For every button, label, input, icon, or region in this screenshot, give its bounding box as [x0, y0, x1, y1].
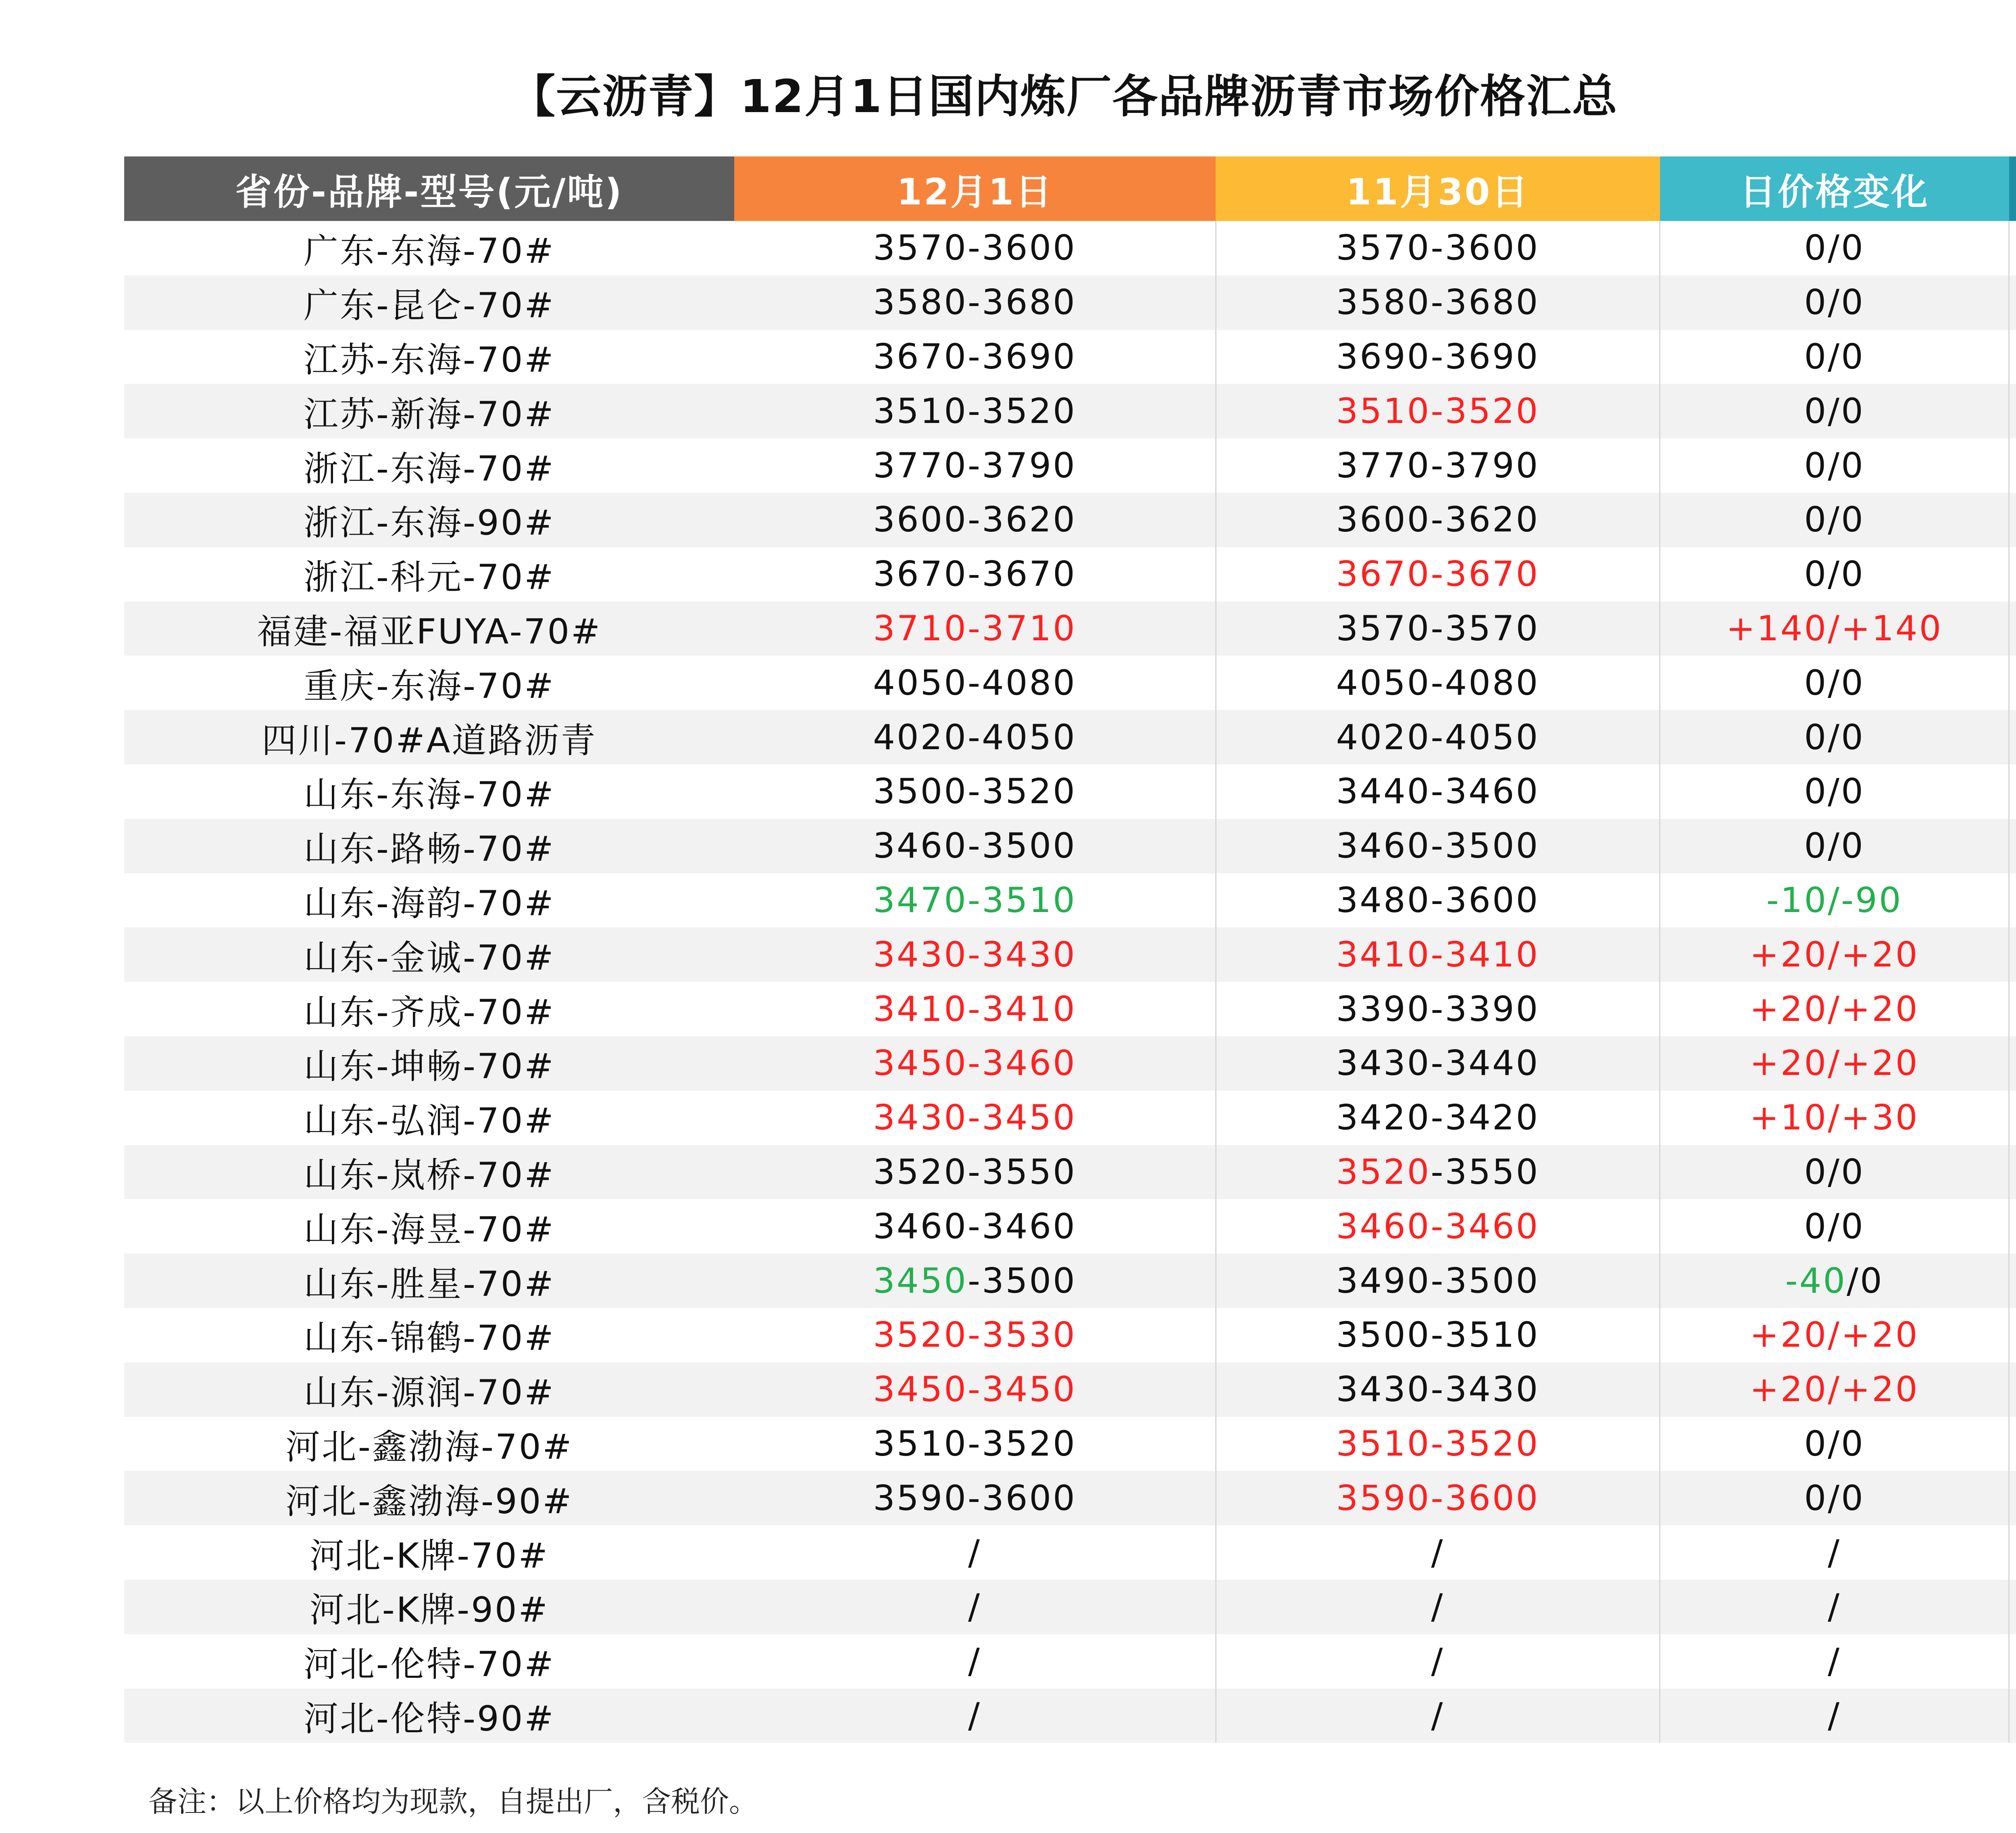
product-cell: [124, 1362, 734, 1417]
cell-text: 河北-K牌-70#: [309, 1535, 549, 1576]
cell-text: 0/0: [1804, 336, 1865, 377]
cell-text: 3500-3510: [1336, 1315, 1540, 1356]
daily-change-cell: [1660, 819, 2009, 873]
table-row: [124, 1036, 2016, 1091]
cell-text: /: [1431, 1641, 1445, 1682]
cell-text: 山东-东海-70#: [303, 775, 555, 815]
cell-text: -10/-90: [1766, 880, 1903, 921]
cell-text: 3770-3790: [873, 445, 1077, 486]
price-nov30-cell: [1216, 1199, 1660, 1254]
weekly-change-cell: [2009, 710, 2016, 764]
daily-change-cell: [1660, 982, 2009, 1036]
cell-text: 3600-3620: [873, 500, 1077, 540]
cell-text: 山东-弘润-70#: [303, 1101, 555, 1141]
price-dec1-cell: [734, 1145, 1216, 1200]
cell-text: 0/0: [1804, 554, 1865, 595]
cell-text: +20/+20: [1749, 1315, 1919, 1356]
cell-text: 3600-3620: [1336, 500, 1540, 540]
cell-text: 3420-3420: [1336, 1098, 1540, 1138]
cell-text: +20/+20: [1749, 1369, 1919, 1410]
cell-text: 3460-3460: [873, 1206, 1077, 1247]
cell-text: /: [1828, 1532, 1841, 1573]
product-cell: [124, 1471, 734, 1525]
cell-text: 3490-3500: [1336, 1260, 1540, 1301]
price-nov30-cell: [1216, 275, 1660, 330]
cell-text: 3520: [1336, 1152, 1431, 1192]
cell-text: 3520-3550: [873, 1152, 1077, 1192]
table-row: [124, 819, 2016, 873]
table-row: [124, 873, 2016, 928]
weekly-change-cell: [2009, 1525, 2016, 1580]
cell-text: /: [1431, 1587, 1445, 1627]
daily-change-cell: [1660, 710, 2009, 764]
product-cell: [124, 1417, 734, 1471]
cell-text: 3440-3460: [1336, 771, 1540, 812]
product-cell: [124, 1580, 734, 1634]
cell-text: 4020-4050: [1336, 717, 1540, 758]
cell-text: 3450-3460: [873, 1043, 1077, 1084]
table-row: [124, 1634, 2016, 1689]
cell-text: /: [1431, 1532, 1445, 1573]
cell-text: 0/0: [1804, 228, 1865, 269]
daily-change-cell: [1660, 1525, 2009, 1580]
cell-text: 山东-锦鹤-70#: [303, 1318, 555, 1359]
cell-text: 0/0: [1804, 500, 1865, 540]
product-cell: [124, 1145, 734, 1200]
cell-text: +10/+30: [1749, 1098, 1919, 1138]
price-nov30-cell: [1216, 656, 1660, 710]
cell-text: +20/+20: [1749, 1043, 1919, 1084]
cell-text: 0/0: [1804, 391, 1865, 431]
cell-text: /: [968, 1641, 981, 1682]
cell-text: 0/0: [1804, 771, 1865, 812]
cell-text: 0/0: [1804, 1206, 1865, 1247]
weekly-change-cell: [2009, 493, 2016, 547]
table-row: [124, 602, 2016, 656]
daily-change-cell: [1660, 1471, 2009, 1525]
product-cell: [124, 982, 734, 1036]
weekly-change-cell: [2009, 221, 2016, 275]
product-cell: [124, 438, 734, 493]
product-cell: [124, 1254, 734, 1308]
table-row: [124, 764, 2016, 819]
price-dec1-cell: [734, 1525, 1216, 1580]
cell-text: 3430-3440: [1336, 1043, 1540, 1084]
cell-text: /0: [1847, 1260, 1884, 1301]
cell-text: 江苏-东海-70#: [303, 340, 555, 380]
price-nov30-cell: [1216, 1471, 1660, 1525]
price-nov30-cell: [1216, 1362, 1660, 1417]
weekly-change-cell: [2009, 438, 2016, 493]
cell-text: 广东-东海-70#: [303, 231, 555, 272]
table-row: [124, 493, 2016, 547]
product-cell: [124, 819, 734, 873]
price-nov30-cell: [1216, 384, 1660, 438]
table-row: [124, 1525, 2016, 1580]
table-row: [124, 656, 2016, 710]
price-nov30-cell: [1216, 1036, 1660, 1091]
price-dec1-cell: [734, 1091, 1216, 1145]
cell-text: 3460-3460: [1336, 1206, 1540, 1247]
cell-text: /: [968, 1532, 981, 1573]
cell-text: -3550: [1431, 1152, 1540, 1192]
product-cell: [124, 764, 734, 819]
product-cell: [124, 330, 734, 384]
price-dec1-cell: [734, 873, 1216, 928]
cell-text: 3410-3410: [873, 989, 1077, 1029]
weekly-change-cell: [2009, 1471, 2016, 1525]
cell-text: 3450: [873, 1260, 968, 1301]
footnote: 备注：以上价格均为现款，自提出厂，含税价。: [148, 1785, 758, 1818]
weekly-change-cell: [2009, 1362, 2016, 1417]
product-cell: [124, 1634, 734, 1689]
product-cell: [124, 1689, 734, 1743]
cell-text: 3690-3690: [1336, 336, 1540, 377]
daily-change-cell: [1660, 1689, 2009, 1743]
price-nov30-cell: [1216, 1417, 1660, 1471]
price-dec1-cell: [734, 1199, 1216, 1254]
price-dec1-cell: [734, 764, 1216, 819]
cell-text: 3450-3450: [873, 1369, 1077, 1410]
cell-text: 3570-3600: [1336, 228, 1540, 269]
price-nov30-cell: [1216, 927, 1660, 982]
weekly-change-cell: [2009, 1580, 2016, 1634]
product-cell: [124, 1036, 734, 1091]
cell-text: 河北-伦特-70#: [303, 1644, 555, 1685]
price-nov30-cell: [1216, 547, 1660, 602]
price-dec1-cell: [734, 438, 1216, 493]
table-row: [124, 221, 2016, 275]
cell-text: 山东-海韵-70#: [303, 883, 555, 924]
cell-text: 广东-昆仑-70#: [303, 285, 555, 326]
cell-text: 0/0: [1804, 1478, 1865, 1518]
table-row: [124, 547, 2016, 602]
cell-text: +20/+20: [1749, 934, 1919, 975]
cell-text: 4050-4080: [1336, 662, 1540, 703]
cell-text: +20/+20: [1749, 989, 1919, 1029]
weekly-change-cell: [2009, 602, 2016, 656]
price-dec1-cell: [734, 1417, 1216, 1471]
table-row: [124, 1145, 2016, 1200]
daily-change-cell: [1660, 1308, 2009, 1362]
price-nov30-cell: [1216, 764, 1660, 819]
product-cell: [124, 927, 734, 982]
cell-text: 0/0: [1804, 1152, 1865, 1192]
weekly-change-cell: [2009, 1091, 2016, 1145]
daily-change-cell: [1660, 275, 2009, 330]
daily-change-cell: [1660, 764, 2009, 819]
cell-text: 河北-鑫渤海-70#: [285, 1427, 573, 1467]
table-row: [124, 330, 2016, 384]
cell-text: 浙江-东海-90#: [303, 503, 555, 544]
cell-text: 山东-源润-70#: [303, 1373, 555, 1413]
price-nov30-cell: [1216, 330, 1660, 384]
weekly-change-cell: [2009, 275, 2016, 330]
cell-text: 浙江-东海-70#: [303, 448, 555, 489]
cell-text: 山东-金诚-70#: [303, 937, 555, 978]
daily-change-cell: [1660, 221, 2009, 275]
price-dec1-cell: [734, 656, 1216, 710]
cell-text: 0/0: [1804, 445, 1865, 486]
table-row: [124, 1199, 2016, 1254]
cell-text: 山东-海昱-70#: [303, 1209, 555, 1250]
cell-text: 山东-坤畅-70#: [303, 1046, 555, 1087]
price-dec1-cell: [734, 275, 1216, 330]
table-row: [124, 1254, 2016, 1308]
table-row: [124, 1362, 2016, 1417]
cell-text: 3510-3520: [873, 391, 1077, 431]
table-row: [124, 1580, 2016, 1634]
cell-text: 山东-路畅-70#: [303, 829, 555, 870]
cell-text: 3510-3520: [1336, 1423, 1540, 1464]
price-nov30-cell: [1216, 1254, 1660, 1308]
cell-text: 3570-3570: [1336, 608, 1540, 649]
price-dec1-cell: [734, 819, 1216, 873]
column-header-province-brand: 省份-品牌-型号(元/吨): [124, 156, 734, 221]
product-cell: [124, 1199, 734, 1254]
price-dec1-cell: [734, 1471, 1216, 1525]
cell-text: 3570-3600: [873, 228, 1077, 269]
product-cell: [124, 1525, 734, 1580]
cell-text: 河北-鑫渤海-90#: [285, 1481, 573, 1522]
price-dec1-cell: [734, 602, 1216, 656]
cell-text: 3590-3600: [873, 1478, 1077, 1518]
price-dec1-cell: [734, 1580, 1216, 1634]
product-cell: [124, 1308, 734, 1362]
price-nov30-cell: [1216, 873, 1660, 928]
weekly-change-cell: [2009, 927, 2016, 982]
daily-change-cell: [1660, 656, 2009, 710]
product-cell: [124, 221, 734, 275]
table-row: [124, 1417, 2016, 1471]
column-header-nov30: 11月30日: [1216, 156, 1660, 221]
cell-text: -40: [1785, 1260, 1847, 1301]
daily-change-cell: [1660, 1634, 2009, 1689]
cell-text: 3520-3530: [873, 1315, 1077, 1356]
table-body: [124, 221, 2016, 1743]
cell-text: 重庆-东海-70#: [303, 666, 555, 706]
price-nov30-cell: [1216, 493, 1660, 547]
weekly-change-cell: [2009, 1417, 2016, 1471]
daily-change-cell: [1660, 1091, 2009, 1145]
price-nov30-cell: [1216, 710, 1660, 764]
table-row: [124, 1471, 2016, 1525]
price-dec1-cell: [734, 1634, 1216, 1689]
price-dec1-cell: [734, 982, 1216, 1036]
cell-text: 福建-福亚FUYA-70#: [257, 611, 602, 652]
table-row: [124, 982, 2016, 1036]
weekly-change-cell: [2009, 1689, 2016, 1743]
price-nov30-cell: [1216, 1525, 1660, 1580]
cell-text: 3670-3670: [1336, 554, 1540, 595]
cell-text: 3390-3390: [1336, 989, 1540, 1029]
product-cell: [124, 1091, 734, 1145]
cell-text: 4020-4050: [873, 717, 1077, 758]
weekly-change-cell: [2009, 1145, 2016, 1200]
table-row: [124, 710, 2016, 764]
weekly-change-cell: [2009, 764, 2016, 819]
column-header-dec1: 12月1日: [734, 156, 1216, 221]
weekly-change-cell: [2009, 819, 2016, 873]
weekly-change-cell: [2009, 1199, 2016, 1254]
price-dec1-cell: [734, 221, 1216, 275]
daily-change-cell: [1660, 547, 2009, 602]
table-row: [124, 927, 2016, 982]
weekly-change-cell: [2009, 1308, 2016, 1362]
price-dec1-cell: [734, 1036, 1216, 1091]
daily-change-cell: [1660, 438, 2009, 493]
cell-text: +140/+140: [1726, 608, 1943, 649]
daily-change-cell: [1660, 1580, 2009, 1634]
cell-text: /: [1431, 1695, 1445, 1736]
daily-change-cell: [1660, 927, 2009, 982]
table-row: [124, 1091, 2016, 1145]
column-header-weekly-change: [2009, 156, 2016, 221]
cell-text: 3410-3410: [1336, 934, 1540, 975]
price-nov30-cell: [1216, 602, 1660, 656]
cell-text: 3460-3500: [1336, 826, 1540, 867]
cell-text: 山东-岚桥-70#: [303, 1155, 555, 1196]
price-dec1-cell: [734, 1689, 1216, 1743]
cell-text: 3580-3680: [873, 282, 1077, 323]
cell-text: 0/0: [1804, 282, 1865, 323]
price-nov30-cell: [1216, 982, 1660, 1036]
price-nov30-cell: [1216, 1091, 1660, 1145]
table-header-row: [124, 156, 2016, 221]
price-nov30-cell: [1216, 1145, 1660, 1200]
price-nov30-cell: [1216, 438, 1660, 493]
daily-change-cell: [1660, 1036, 2009, 1091]
product-cell: [124, 384, 734, 438]
cell-text: 3580-3680: [1336, 282, 1540, 323]
cell-text: 3430-3450: [873, 1098, 1077, 1138]
price-nov30-cell: [1216, 221, 1660, 275]
weekly-change-cell: [2009, 330, 2016, 384]
price-dec1-cell: [734, 330, 1216, 384]
cell-text: /: [968, 1587, 981, 1627]
product-cell: [124, 710, 734, 764]
cell-text: 3470-3510: [873, 880, 1077, 921]
table-row: [124, 275, 2016, 330]
cell-text: 江苏-新海-70#: [303, 394, 555, 435]
weekly-change-cell: [2009, 1634, 2016, 1689]
cell-text: 0/0: [1804, 662, 1865, 703]
cell-text: 3510-3520: [873, 1423, 1077, 1464]
cell-text: 4050-4080: [873, 662, 1077, 703]
daily-change-cell: [1660, 384, 2009, 438]
column-header-daily-change: 日价格变化: [1660, 156, 2009, 221]
cell-text: /: [968, 1695, 981, 1736]
daily-change-cell: [1660, 330, 2009, 384]
table-row: [124, 1689, 2016, 1743]
weekly-change-cell: [2009, 547, 2016, 602]
price-dec1-cell: [734, 1254, 1216, 1308]
cell-text: /: [1828, 1695, 1841, 1736]
page-title: 【云沥青】12月1日国内炼厂各品牌沥青市场价格汇总: [510, 71, 1618, 123]
cell-text: 浙江-科元-70#: [303, 557, 555, 598]
weekly-change-cell: [2009, 656, 2016, 710]
table-row: [124, 1308, 2016, 1362]
product-cell: [124, 656, 734, 710]
price-nov30-cell: [1216, 1634, 1660, 1689]
price-nov30-cell: [1216, 1689, 1660, 1743]
price-dec1-cell: [734, 1362, 1216, 1417]
cell-text: /: [1828, 1587, 1841, 1627]
cell-text: 0/0: [1804, 717, 1865, 758]
cell-text: 山东-胜星-70#: [303, 1264, 555, 1304]
cell-text: /: [1828, 1641, 1841, 1682]
cell-text: 河北-伦特-90#: [303, 1698, 555, 1739]
cell-text: 山东-齐成-70#: [303, 992, 555, 1033]
cell-text: -3500: [967, 1260, 1077, 1301]
daily-change-cell: [1660, 493, 2009, 547]
daily-change-cell: [1660, 1199, 2009, 1254]
weekly-change-cell: [2009, 873, 2016, 928]
cell-text: 3500-3520: [873, 771, 1077, 812]
daily-change-cell: [1660, 602, 2009, 656]
product-cell: [124, 493, 734, 547]
cell-text: 四川-70#A道路沥青: [262, 720, 597, 761]
price-nov30-cell: [1216, 819, 1660, 873]
price-dec1-cell: [734, 547, 1216, 602]
price-dec1-cell: [734, 384, 1216, 438]
daily-change-cell: [1660, 1145, 2009, 1200]
weekly-change-cell: [2009, 982, 2016, 1036]
daily-change-cell: [1660, 1254, 2009, 1308]
cell-text: 3460-3500: [873, 826, 1077, 867]
cell-text: 3710-3710: [873, 608, 1077, 649]
product-cell: [124, 275, 734, 330]
price-dec1-cell: [734, 927, 1216, 982]
price-dec1-cell: [734, 1308, 1216, 1362]
cell-text: 3670-3670: [873, 554, 1077, 595]
price-dec1-cell: [734, 710, 1216, 764]
cell-text: 3430-3430: [1336, 1369, 1540, 1410]
cell-text: 3430-3430: [873, 934, 1077, 975]
table-row: [124, 438, 2016, 493]
product-cell: [124, 873, 734, 928]
daily-change-cell: [1660, 1362, 2009, 1417]
daily-change-cell: [1660, 873, 2009, 928]
cell-text: 3510-3520: [1336, 391, 1540, 431]
product-cell: [124, 602, 734, 656]
cell-text: 3770-3790: [1336, 445, 1540, 486]
weekly-change-cell: [2009, 384, 2016, 438]
price-dec1-cell: [734, 493, 1216, 547]
weekly-change-cell: [2009, 1036, 2016, 1091]
product-cell: [124, 547, 734, 602]
price-nov30-cell: [1216, 1308, 1660, 1362]
price-nov30-cell: [1216, 1580, 1660, 1634]
daily-change-cell: [1660, 1417, 2009, 1471]
cell-text: 3480-3600: [1336, 880, 1540, 921]
table-row: [124, 384, 2016, 438]
cell-text: 0/0: [1804, 1423, 1865, 1464]
cell-text: 河北-K牌-90#: [309, 1590, 549, 1631]
cell-text: 0/0: [1804, 826, 1865, 867]
cell-text: 3590-3600: [1336, 1478, 1540, 1518]
price-table: [124, 156, 2016, 1743]
weekly-change-cell: [2009, 1254, 2016, 1308]
cell-text: 3670-3690: [873, 336, 1077, 377]
